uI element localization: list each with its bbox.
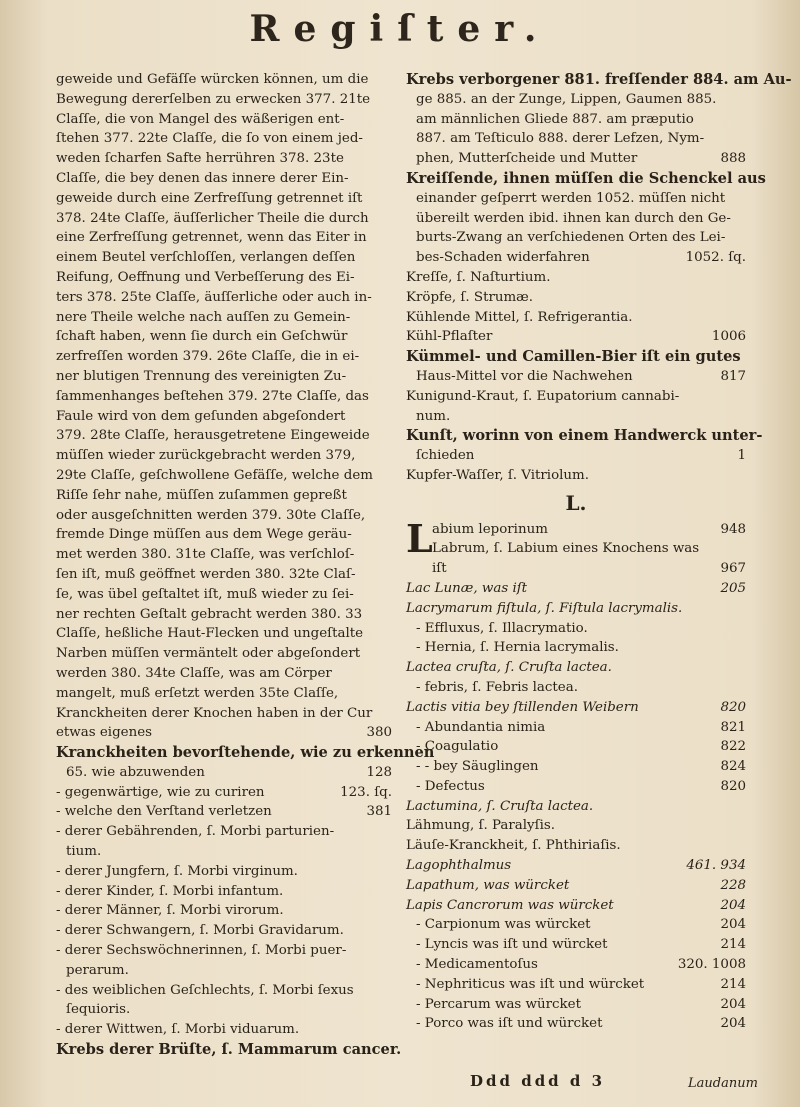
index-entry [406, 189, 746, 209]
paragraph-line: Claſſe, die von Mangel des wäßerigen ent- [56, 111, 345, 127]
index-entry [406, 638, 746, 658]
index-entry [406, 347, 746, 367]
entry-text: Labrum, ſ. Labium eines Knochens was [432, 541, 700, 557]
right-column [406, 70, 792, 1034]
index-entry [406, 876, 746, 896]
paragraph-line: 378. 24te Claſſe, äuſſerlicher Theile die durch [56, 210, 369, 226]
dropcap-letter: L [406, 515, 433, 561]
index-entry [406, 1014, 746, 1034]
entry-page-ref [762, 426, 768, 446]
entry-text: übereilt werden ibid. ihnen kan durch den Ge- [416, 210, 731, 226]
section-letter-l: L. [565, 490, 587, 515]
entry-text: - derer Sechswöchnerinnen, ſ. Morbi puer- [56, 943, 347, 959]
entry-text: - Effluxus, ſ. Illacrymatio. [416, 620, 588, 636]
entry-page-ref: 381 [366, 804, 392, 820]
left-column [56, 70, 435, 1060]
entry-text: - derer Gebährenden, ſ. Morbi parturien- [56, 824, 335, 840]
index-entry [56, 961, 392, 981]
entry-page-ref: 320. 1008 [677, 957, 746, 973]
page-title: Regiſter. [249, 8, 551, 50]
paragraph-line: mangelt, muß erſetzt werden 35te Claſſe, [56, 685, 339, 701]
entry-text: ge 885. an der Zunge, Lippen, Gaumen 885. [416, 91, 717, 107]
index-entry [406, 129, 746, 149]
index-entry [406, 149, 746, 169]
paragraph-line: Riſſe ſehr nahe, müſſen zuſammen gepreßt [56, 487, 347, 503]
paragraph-line: oder ausgeſchnitten werden 379. 30te Claſſe, [56, 507, 366, 523]
entry-page-ref [740, 189, 746, 209]
index-entry [406, 466, 746, 486]
index-entry [406, 718, 746, 738]
entry-text: perarum. [66, 962, 129, 978]
paragraph-line: ſe, was übel geſtaltet iſt, muß wieder zu ſei- [56, 586, 354, 602]
entry-text: - derer Wittwen, ſ. Morbi viduarum. [56, 1022, 300, 1038]
entry-page-ref [386, 1000, 392, 1020]
index-entry [56, 901, 392, 921]
entry-page-ref [740, 407, 746, 427]
entry-text: - derer Jungfern, ſ. Morbi virginum. [56, 863, 298, 879]
index-entry [56, 1040, 402, 1060]
paragraph-line: weden ſcharfen Safte herrühren 378. 23te [56, 151, 344, 167]
entry-text: am männlichen Gliede 887. am præputio [416, 111, 694, 127]
index-entry [406, 327, 746, 347]
entry-page-ref [766, 169, 772, 189]
paragraph-line: ner rechten Geſtalt gebracht werden 380. 33 [56, 606, 363, 622]
entry-page-ref [386, 842, 392, 862]
entry-page-ref [740, 110, 746, 130]
entry-text: Kröpfe, ſ. Strumæ. [406, 289, 534, 305]
entry-text: - welche den Verſtand verletzen [56, 804, 272, 820]
paragraph-line: ters 378. 25te Claſſe, äuſſerliche oder auch in- [56, 289, 372, 305]
entry-text: Lactis vitia bey ſtillenden Weibern [406, 699, 639, 715]
index-entry [406, 935, 746, 955]
entry-text: - Nephriticus was iſt und würcket [416, 976, 645, 992]
index-entry [56, 822, 392, 842]
index-entry [406, 777, 746, 797]
index-entry [406, 387, 746, 407]
entry-page-ref [386, 882, 392, 902]
paragraph-line: ſammenhanges beſtehen 379. 27te Claſſe, das [56, 388, 369, 404]
entry-page-ref: 204 [720, 917, 746, 933]
paragraph-line: geweide durch eine Zerfreſſung getrennet iſt [56, 190, 363, 206]
entry-page-ref: 824 [720, 759, 746, 775]
entry-text: Kühlende Mittel, ſ. Refrigerantia. [406, 309, 633, 325]
entry-page-ref [740, 209, 746, 229]
paragraph-line: eine Zerfreſſung getrennet, wenn das Eiter in [56, 230, 367, 246]
index-entry [406, 619, 746, 639]
index-entry [432, 559, 746, 579]
entry-text: Lapathum, was würcket [406, 877, 570, 893]
entry-page-ref [740, 619, 746, 639]
paragraph-line: ner blutigen Trennung des vereinigten Zu- [56, 368, 347, 384]
entry-text: - Porco was iſt und würcket [416, 1016, 603, 1032]
paragraph-line: geweide und Gefäſſe würcken können, um die [56, 72, 369, 87]
catchword: Laudanum [688, 1076, 758, 1091]
left-index-entries [56, 723, 435, 1060]
index-entry [406, 426, 763, 446]
index-entry [406, 816, 746, 836]
entry-text: etwas eigenes [56, 725, 153, 741]
entry-text: - Percarum was würcket [416, 996, 581, 1012]
entry-text: - derer Kinder, ſ. Morbi infantum. [56, 883, 284, 899]
entry-text: - derer Männer, ſ. Morbi virorum. [56, 903, 284, 919]
index-entry [56, 882, 392, 902]
paragraph-line: einem Beutel verſchloſſen, verlangen deſſen [56, 250, 356, 266]
index-entry [56, 921, 392, 941]
entry-text: - Defectus [416, 778, 485, 794]
entry-text: Kunſt, worinn von einem Handwerck unter- [406, 427, 763, 445]
paragraph-line: Bewegung dererſelben zu erwecken 377. 21te [56, 91, 371, 107]
index-entry [406, 915, 746, 935]
index-entry [406, 110, 746, 130]
entry-page-ref: 1 [737, 448, 746, 464]
index-entry [406, 856, 746, 876]
entry-text: Kreiſſende, ihnen müſſen die Schenckel aus [406, 169, 766, 187]
entry-text: Lactea cruſta, ſ. Cruſta lactea. [406, 660, 612, 676]
entry-page-ref [741, 347, 747, 367]
entry-page-ref: 461. 934 [686, 858, 746, 874]
index-entry [406, 288, 746, 308]
index-entry [56, 981, 392, 1001]
entry-text: Krebs derer Brüſte, ſ. Mammarum cancer. [56, 1041, 402, 1059]
index-entry [406, 955, 746, 975]
entry-text: einander geſperrt werden 1052. müſſen nicht [416, 190, 726, 206]
index-entry [406, 367, 746, 387]
entry-page-ref [386, 901, 392, 921]
index-entry [406, 579, 746, 599]
entry-text: ſequioris. [66, 1002, 131, 1018]
l-section-entries [406, 579, 746, 1034]
entry-text: Lapis Cancrorum was würcket [406, 897, 614, 913]
paragraph-line: ſen iſt, muß geöffnet werden 380. 32te Claſ- [56, 566, 356, 582]
entry-page-ref [792, 70, 798, 90]
index-entry [406, 70, 792, 90]
index-entry [406, 248, 746, 268]
entry-page-ref [740, 638, 746, 658]
entry-page-ref [386, 961, 392, 981]
entry-text: Lagophthalmus [406, 858, 512, 874]
entry-page-ref [740, 797, 746, 817]
index-entry [406, 308, 746, 328]
entry-text: Krebs verborgener 881. freſſender 884. am Au- [406, 71, 792, 88]
index-entry [406, 678, 746, 698]
index-entry [406, 407, 746, 427]
entry-text: num. [416, 408, 451, 424]
entry-text: tium. [66, 844, 102, 860]
paragraph-line: ſtehen 377. 22te Claſſe, die ſo von einem jed- [56, 131, 363, 147]
index-entry [406, 658, 746, 678]
entry-text: 65. wie abzuwenden [66, 764, 205, 780]
entry-text: iſt [432, 561, 447, 577]
entry-page-ref [401, 1040, 407, 1060]
index-entry [406, 975, 746, 995]
paragraph-line: 379. 28te Claſſe, herausgetretene Eingeweide [56, 428, 370, 444]
entry-page-ref: 214 [720, 976, 746, 992]
index-entry [406, 896, 746, 916]
index-entry [406, 599, 746, 619]
entry-text: Kranckheiten bevorſtehende, wie zu erkennen [56, 744, 435, 762]
entry-page-ref [740, 466, 746, 486]
index-entry [56, 862, 392, 882]
entry-page-ref [386, 941, 392, 961]
entry-page-ref [740, 539, 746, 559]
index-entry [406, 797, 746, 817]
index-entry [56, 802, 392, 822]
entry-page-ref: 214 [720, 937, 746, 953]
entry-page-ref [740, 658, 746, 678]
entry-page-ref: 228 [720, 877, 746, 893]
k-section-entries [406, 70, 792, 486]
entry-page-ref: 123. ſq. [340, 784, 392, 800]
entry-page-ref: 967 [720, 561, 746, 577]
entry-text: - Carpionum was würcket [416, 917, 591, 933]
entry-page-ref [386, 862, 392, 882]
index-entry [56, 842, 392, 862]
index-entry [406, 268, 746, 288]
entry-text: Kunigund-Kraut, ſ. Eupatorium cannabi- [406, 388, 680, 404]
entry-text: - Medicamentoſus [416, 957, 538, 973]
paragraph-line: Reifung, Oeffnung und Verbeſſerung des Ei- [56, 269, 355, 285]
index-entry [56, 723, 392, 743]
index-entry [56, 1020, 392, 1040]
entry-text: Kümmel- und Camillen-Bier iſt ein gutes [406, 348, 741, 366]
index-entry [56, 941, 392, 961]
index-entry [406, 757, 746, 777]
index-entry [406, 995, 746, 1015]
entry-page-ref: 822 [720, 739, 746, 755]
index-entry [432, 520, 746, 540]
index-entry [406, 169, 766, 189]
entry-page-ref [740, 90, 746, 110]
index-entry [432, 539, 746, 559]
index-entry [56, 743, 435, 763]
entry-page-ref: 821 [720, 719, 746, 735]
paragraph-line: met werden 380. 31te Claſſe, was verſchloſ- [56, 547, 355, 563]
paragraph-line: fremde Dinge müſſen aus dem Wege geräu- [56, 527, 352, 543]
continuation-paragraph [56, 70, 392, 723]
entry-text: Lactumina, ſ. Cruſta lactea. [406, 798, 594, 814]
entry-text: Lacrymarum fiſtula, ſ. Fiſtula lacrymalis. [406, 600, 683, 616]
entry-text: Lac Lunæ, was iſt [406, 580, 528, 596]
entry-page-ref: 204 [720, 996, 746, 1012]
entry-text: - febris, ſ. Febris lactea. [416, 679, 578, 695]
entry-text: - des weiblichen Geſchlechts, ſ. Morbi ſexus [56, 982, 354, 998]
entry-page-ref [386, 822, 392, 842]
paragraph-line: müſſen wieder zurückgebracht werden 379, [56, 448, 356, 464]
entry-page-ref [740, 599, 746, 619]
entry-page-ref [740, 129, 746, 149]
entry-text: bes-Schaden widerfahren [416, 250, 590, 266]
entry-page-ref: 204 [720, 897, 746, 913]
entry-page-ref [386, 921, 392, 941]
paragraph-line: nere Theile welche nach auſſen zu Gemein- [56, 309, 351, 325]
entry-text: - gegenwärtige, wie zu curiren [56, 784, 265, 800]
index-entry [406, 228, 746, 248]
paragraph-line: Claſſe, heßliche Haut-Flecken und ungeſtalte [56, 626, 364, 642]
entry-page-ref [740, 308, 746, 328]
index-entry [406, 209, 746, 229]
paragraph-line: Kranckheiten derer Knochen haben in der Cur [56, 705, 373, 721]
entry-page-ref [740, 678, 746, 698]
entry-page-ref [386, 981, 392, 1001]
entry-page-ref: 820 [720, 699, 746, 715]
entry-page-ref [740, 268, 746, 288]
entry-page-ref: 820 [720, 778, 746, 794]
entry-text: ſchieden [416, 448, 475, 464]
entry-text: Kreſſe, ſ. Naſturtium. [406, 269, 551, 285]
paragraph-line: ſchaft haben, wenn ſie durch ein Geſchwür [56, 329, 348, 345]
entry-text: abium leporinum [432, 521, 548, 537]
entry-page-ref: 1006 [711, 329, 746, 345]
index-entry [406, 698, 746, 718]
index-entry [56, 763, 392, 783]
entry-text: - Hernia, ſ. Hernia lacrymalis. [416, 640, 619, 656]
entry-text: 887. am Teſticulo 888. derer Lefzen, Nym- [416, 131, 705, 147]
entry-page-ref [740, 228, 746, 248]
entry-text: Läuſe-Kranckheit, ſ. Phthiriaſis. [406, 838, 621, 854]
entry-text: Kühl-Pflaſter [406, 329, 493, 345]
paragraph-line: Faule wird von dem geſunden abgeſondert [56, 408, 346, 424]
paragraph-line: 29te Claſſe, geſchwollene Gefäſſe, welche dem [56, 467, 373, 483]
entry-text: Kupfer-Waſſer, ſ. Vitriolum. [406, 467, 590, 483]
entry-page-ref [740, 836, 746, 856]
entry-page-ref: 948 [720, 521, 746, 537]
dropcap-block [406, 515, 746, 579]
paragraph-line: Narben müſſen vermäntelt oder abgeſondert [56, 646, 361, 662]
paragraph-line: werden 380. 34te Claſſe, was am Cörper [56, 665, 332, 681]
entry-page-ref [740, 816, 746, 836]
signature-mark: Ddd ddd d 3 [470, 1072, 606, 1090]
entry-page-ref: 888 [720, 151, 746, 167]
entry-page-ref: 380 [366, 725, 392, 741]
index-entry [56, 783, 392, 803]
entry-text: Haus-Mittel vor die Nachwehen [416, 368, 633, 384]
entry-page-ref: 1052. ſq. [685, 250, 746, 266]
index-entry [406, 737, 746, 757]
index-entry [406, 836, 746, 856]
entry-text: Lähmung, ſ. Paralyſis. [406, 818, 555, 834]
entry-page-ref [740, 387, 746, 407]
entry-text: - derer Schwangern, ſ. Morbi Gravidarum. [56, 923, 344, 939]
entry-text: - Lyncis was iſt und würcket [416, 937, 608, 953]
entry-page-ref: 128 [366, 764, 392, 780]
entry-page-ref: 205 [720, 580, 746, 596]
entry-page-ref [386, 1020, 392, 1040]
entry-page-ref: 204 [720, 1016, 746, 1032]
entry-page-ref: 817 [720, 368, 746, 384]
entry-text: - Abundantia nimia [416, 719, 546, 735]
entry-text: burts-Zwang an verſchiedenen Orten des Lei- [416, 230, 726, 246]
entry-text: phen, Mutterſcheide und Mutter [416, 151, 638, 167]
entry-page-ref [740, 288, 746, 308]
entry-text: - Coagulatio [416, 739, 499, 755]
index-entry [406, 90, 746, 110]
paragraph-line: zerfreſſen worden 379. 26te Claſſe, die in ei- [56, 349, 360, 365]
paragraph-line: Claſſe, die bey denen das innere derer Ein- [56, 170, 349, 186]
entry-text: - - bey Säuglingen [416, 759, 539, 775]
index-entry [56, 1000, 392, 1020]
index-entry [406, 446, 746, 466]
